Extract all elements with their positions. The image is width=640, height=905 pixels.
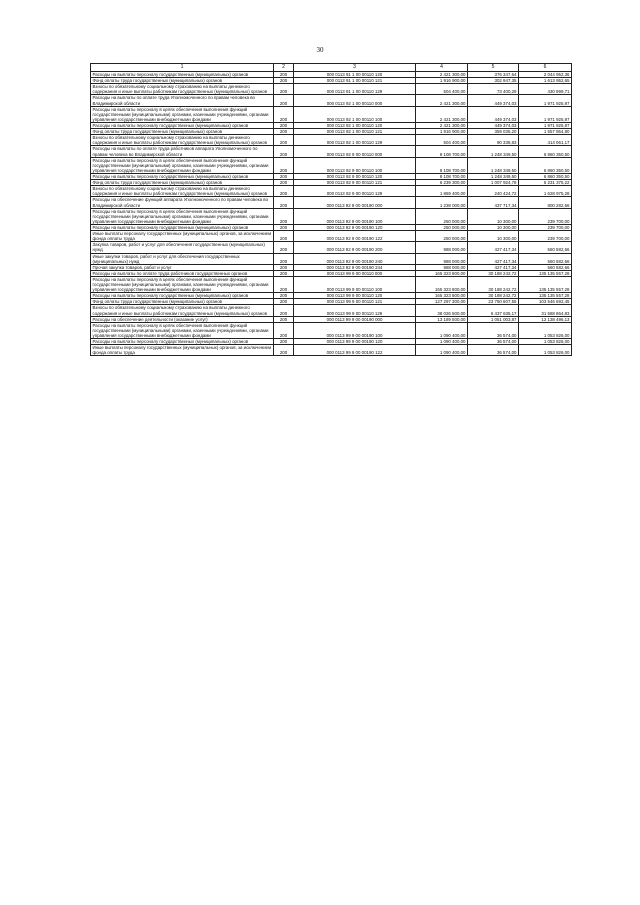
expense-name-cell: Прочая закупка товаров, работ и услуг [91, 264, 274, 270]
expense-name-cell: Закупка товаров, работ и услуг для обеспечения государственных (муниципальных) нужд [91, 242, 274, 253]
line-code-cell: 200 [274, 316, 294, 322]
budget-code-cell: 000 0113 92 1 00 00110 000 [294, 95, 416, 106]
line-code-cell: 200 [274, 157, 294, 173]
table-row [91, 276, 572, 292]
expense-name-cell: Фонд оплаты труда государственных (муниципальных) органов [91, 78, 274, 84]
remaining-amount-cell: 1 053 826,00 [519, 339, 572, 345]
line-code-cell: 200 [274, 339, 294, 345]
executed-amount-cell: 10 300,00 [468, 208, 519, 224]
executed-amount-cell: 30 188 242,72 [468, 276, 519, 292]
executed-amount-cell: 36 574,00 [468, 339, 519, 345]
header-cell: 3 [294, 64, 416, 72]
expense-name-cell: Фонд оплаты труда государственных (муниципальных) органов [91, 129, 274, 135]
executed-amount-cell: 1 248 349,50 [468, 146, 519, 157]
approved-amount-cell: 165 323 800,00 [416, 276, 468, 292]
line-code-cell: 200 [274, 293, 294, 299]
remaining-amount-cell: 2 044 952,36 [519, 72, 572, 78]
page-number: 30 [316, 46, 324, 54]
header-cell: 5 [468, 64, 519, 72]
remaining-amount-cell: 414 061,17 [519, 135, 572, 146]
executed-amount-cell: 1 007 924,78 [468, 180, 519, 186]
executed-amount-cell: 6 437 635,17 [468, 305, 519, 316]
header-cell: 4 [416, 64, 468, 72]
budget-code-cell: 000 0113 92 9 00 00190 122 [294, 231, 416, 242]
line-code-cell: 200 [274, 264, 294, 270]
line-code-cell: 200 [274, 253, 294, 264]
approved-amount-cell: 2 421 300,00 [416, 122, 468, 128]
table-row [91, 264, 572, 270]
expense-name-cell: Расходы на обеспечение деятельности (оказание услуг) [91, 316, 274, 322]
expense-name-cell: Расходы на выплаты персоналу в целях обеспечения выполнения функций государственными (муниципальными) органами, казенными учреждениями, органами управления государственными внебюджетными фондами [91, 157, 274, 173]
approved-amount-cell: 2 421 300,00 [416, 106, 468, 122]
expense-name-cell: Расходы на выплаты по оплате труда Уполномоченного по правам человека во Владимирской области [91, 95, 274, 106]
table-row [91, 78, 572, 84]
approved-amount-cell: 504 400,00 [416, 84, 468, 95]
approved-amount-cell: 8 108 700,00 [416, 173, 468, 179]
remaining-amount-cell: 135 135 557,28 [519, 293, 572, 299]
budget-code-cell: 000 0113 99 9 00 00190 000 [294, 316, 416, 322]
table-row [91, 299, 572, 305]
remaining-amount-cell: 6 860 350,50 [519, 157, 572, 173]
remaining-amount-cell: 1 971 925,97 [519, 106, 572, 122]
executed-amount-cell: 427 417,34 [468, 242, 519, 253]
expense-name-cell: Расходы на обеспечение функций аппарата Уполномоченного по правам человека во Владимирской области [91, 197, 274, 208]
budget-code-cell: 000 0113 92 9 00 00110 129 [294, 186, 416, 197]
table-row [91, 157, 572, 173]
line-code-cell: 200 [274, 242, 294, 253]
remaining-amount-cell: 6 860 350,50 [519, 146, 572, 157]
executed-amount-cell: 449 374,03 [468, 106, 519, 122]
line-code-cell: 200 [274, 135, 294, 146]
table-row [91, 95, 572, 106]
expense-name-cell: Расходы на выплаты персоналу в целях обеспечения выполнения функций государственными (муниципальными) органами, казенными учреждениями, органами управления государственными внебюджетными фондами [91, 322, 274, 338]
remaining-amount-cell: 5 231 375,22 [519, 180, 572, 186]
expense-name-cell: Расходы на выплаты персоналу государственных (муниципальных) органов [91, 72, 274, 78]
budget-code-cell: 000 0113 92 9 00 00190 200 [294, 242, 416, 253]
executed-amount-cell: 73 400,29 [468, 84, 519, 95]
executed-amount-cell: 30 188 242,72 [468, 270, 519, 276]
line-code-cell: 200 [274, 72, 294, 78]
executed-amount-cell: 449 374,03 [468, 95, 519, 106]
budget-code-cell: 000 0113 92 9 00 00190 240 [294, 253, 416, 264]
expense-name-cell: Расходы на выплаты персоналу государственных (муниципальных) органов [91, 339, 274, 345]
executed-amount-cell: 427 417,34 [468, 264, 519, 270]
approved-amount-cell: 988 000,00 [416, 253, 468, 264]
executed-amount-cell: 90 338,83 [468, 135, 519, 146]
budget-code-cell: 000 0113 92 9 00 00190 244 [294, 264, 416, 270]
line-code-cell: 200 [274, 208, 294, 224]
remaining-amount-cell: 135 135 557,28 [519, 276, 572, 292]
expense-name-cell: Расходы на выплаты персоналу в целях обеспечения выполнения функций государственными (муниципальными) органами, казенными учреждениями, органами управления государственными внебюджетными фондами [91, 276, 274, 292]
expense-name-cell: Расходы на выплаты персоналу государственных (муниципальных) органов [91, 224, 274, 230]
remaining-amount-cell: 1 628 975,28 [519, 186, 572, 197]
table-row [91, 197, 572, 208]
table-row [91, 231, 572, 242]
executed-amount-cell: 10 300,00 [468, 224, 519, 230]
expense-name-cell: Расходы на выплаты персоналу государственных (муниципальных) органов [91, 293, 274, 299]
line-code-cell: 200 [274, 276, 294, 292]
approved-amount-cell: 165 323 800,00 [416, 293, 468, 299]
approved-amount-cell: 1 916 900,00 [416, 78, 468, 84]
table-row [91, 72, 572, 78]
table-row [91, 84, 572, 95]
budget-code-cell: 000 0113 92 9 00 00110 121 [294, 180, 416, 186]
expense-name-cell: Расходы на выплаты персоналу государственных (муниципальных) органов [91, 122, 274, 128]
remaining-amount-cell: 135 135 557,28 [519, 270, 572, 276]
approved-amount-cell: 250 000,00 [416, 208, 468, 224]
budget-code-cell: 000 0113 99 9 00 00110 129 [294, 305, 416, 316]
executed-amount-cell: 1 248 349,50 [468, 157, 519, 173]
budget-code-cell: 000 0113 92 1 00 00110 100 [294, 106, 416, 122]
executed-amount-cell: 427 417,34 [468, 253, 519, 264]
remaining-amount-cell: 560 582,66 [519, 264, 572, 270]
table-row [91, 186, 572, 197]
approved-amount-cell: 8 108 700,00 [416, 146, 468, 157]
budget-code-cell: 000 0113 92 9 00 00190 120 [294, 224, 416, 230]
approved-amount-cell: 13 189 500,00 [416, 316, 468, 322]
table-row [91, 180, 572, 186]
line-code-cell: 200 [274, 305, 294, 316]
header-cell: 1 [91, 64, 274, 72]
expense-name-cell: Расходы на выплаты по оплате труда работников аппарата Уполномоченного по правам человека во Владимирской области [91, 146, 274, 157]
table-body [91, 72, 572, 356]
approved-amount-cell: 127 297 300,00 [416, 299, 468, 305]
approved-amount-cell: 2 421 300,00 [416, 95, 468, 106]
executed-amount-cell: 437 717,34 [468, 197, 519, 208]
expense-name-cell: Иные выплаты персоналу государственных (муниципальных) органов, за исключением фонда оплаты труда [91, 231, 274, 242]
executed-amount-cell: 1 248 349,50 [468, 173, 519, 179]
line-code-cell: 200 [274, 299, 294, 305]
executed-amount-cell: 376 347,64 [468, 72, 519, 78]
table-row [91, 293, 572, 299]
remaining-amount-cell: 560 582,66 [519, 253, 572, 264]
approved-amount-cell: 1 916 900,00 [416, 129, 468, 135]
expense-name-cell: Расходы на выплаты персоналу в целях обеспечения выполнения функций государственными (муниципальными) органами, казенными учреждениями, органами управления государственными внебюджетными фондами [91, 106, 274, 122]
remaining-amount-cell: 1 053 826,00 [519, 345, 572, 356]
expense-name-cell: Расходы на выплаты персоналу в целях обеспечения выполнения функций государственными (муниципальными) органами, казенными учреждениями, органами управления государственными внебюджетными фондами [91, 208, 274, 224]
approved-amount-cell: 1 090 400,00 [416, 345, 468, 356]
line-code-cell: 200 [274, 180, 294, 186]
table-row [91, 173, 572, 179]
budget-code-cell: 000 0113 91 1 00 00110 120 [294, 72, 416, 78]
table-row [91, 224, 572, 230]
line-code-cell: 200 [274, 95, 294, 106]
budget-code-cell: 000 0113 99 9 00 00110 000 [294, 270, 416, 276]
executed-amount-cell: 449 374,03 [468, 122, 519, 128]
table-row [91, 208, 572, 224]
remaining-amount-cell: 1 053 826,00 [519, 322, 572, 338]
budget-code-cell: 000 0113 99 9 00 00190 100 [294, 322, 416, 338]
table-row [91, 322, 572, 338]
budget-code-cell: 000 0113 92 1 00 00110 129 [294, 135, 416, 146]
budget-code-cell: 000 0113 91 1 00 00110 121 [294, 78, 416, 84]
line-code-cell: 200 [274, 129, 294, 135]
table-row [91, 135, 572, 146]
executed-amount-cell: 23 750 607,55 [468, 299, 519, 305]
remaining-amount-cell: 31 588 864,83 [519, 305, 572, 316]
budget-code-cell: 000 0113 99 9 00 00110 120 [294, 293, 416, 299]
table-row [91, 339, 572, 345]
header-cell: 6 [519, 64, 572, 72]
executed-amount-cell: 36 574,00 [468, 322, 519, 338]
remaining-amount-cell: 560 582,66 [519, 242, 572, 253]
remaining-amount-cell: 1 613 952,65 [519, 78, 572, 84]
line-code-cell: 200 [274, 186, 294, 197]
table-row [91, 305, 572, 316]
executed-amount-cell: 359 035,20 [468, 129, 519, 135]
budget-execution-table [90, 63, 572, 356]
line-code-cell: 200 [274, 197, 294, 208]
budget-code-cell: 000 0113 92 1 00 00110 120 [294, 122, 416, 128]
remaining-amount-cell: 430 999,71 [519, 84, 572, 95]
executed-amount-cell: 240 424,72 [468, 186, 519, 197]
remaining-amount-cell: 103 546 692,45 [519, 299, 572, 305]
remaining-amount-cell: 239 700,00 [519, 208, 572, 224]
expense-name-cell: Расходы на выплаты персоналу государственных (муниципальных) органов [91, 173, 274, 179]
expense-name-cell: Иные закупки товаров, работ и услуг для обеспечения государственных (муниципальных) нужд [91, 253, 274, 264]
expense-name-cell: Взносы по обязательному социальному страхованию на выплаты денежного содержания и иные выплаты работникам государственных (муниципальных) органов [91, 135, 274, 146]
executed-amount-cell: 36 574,00 [468, 345, 519, 356]
remaining-amount-cell: 1 557 864,80 [519, 129, 572, 135]
approved-amount-cell: 250 000,00 [416, 231, 468, 242]
remaining-amount-cell: 239 700,00 [519, 224, 572, 230]
expense-name-cell: Фонд оплаты труда государственных (муниципальных) органов [91, 299, 274, 305]
executed-amount-cell: 10 300,00 [468, 231, 519, 242]
expense-name-cell: Взносы по обязательному социальному страхованию на выплаты денежного содержания и иные выплаты работникам государственных (муниципальных) органов [91, 84, 274, 95]
table-row [91, 106, 572, 122]
approved-amount-cell: 988 000,00 [416, 264, 468, 270]
table-row [91, 122, 572, 128]
table-row [91, 345, 572, 356]
approved-amount-cell: 1 090 400,00 [416, 322, 468, 338]
budget-code-cell: 000 0113 92 1 00 00110 121 [294, 129, 416, 135]
approved-amount-cell: 988 000,00 [416, 242, 468, 253]
header-cell: 2 [274, 64, 294, 72]
executed-amount-cell: 30 188 242,72 [468, 293, 519, 299]
line-code-cell: 200 [274, 231, 294, 242]
table-header-row [91, 64, 572, 72]
approved-amount-cell: 504 400,00 [416, 135, 468, 146]
table-row [91, 316, 572, 322]
remaining-amount-cell: 12 138 496,13 [519, 316, 572, 322]
budget-code-cell: 000 0113 99 9 00 00110 100 [294, 276, 416, 292]
budget-code-cell: 000 0113 92 9 00 00190 100 [294, 208, 416, 224]
approved-amount-cell: 8 108 700,00 [416, 157, 468, 173]
remaining-amount-cell: 800 282,66 [519, 197, 572, 208]
executed-amount-cell: 1 051 003,87 [468, 316, 519, 322]
executed-amount-cell: 302 947,35 [468, 78, 519, 84]
line-code-cell: 200 [274, 345, 294, 356]
expense-name-cell: Расходы на выплаты по оплате труда работников государственных органов [91, 270, 274, 276]
budget-code-cell: 000 0113 99 9 00 00110 121 [294, 299, 416, 305]
line-code-cell: 200 [274, 322, 294, 338]
remaining-amount-cell: 1 971 925,97 [519, 95, 572, 106]
remaining-amount-cell: 1 971 925,97 [519, 122, 572, 128]
expense-name-cell: Взносы по обязательному социальному страхованию на выплаты денежного содержания и иные выплаты работникам государственных (муниципальных) органов [91, 186, 274, 197]
line-code-cell: 200 [274, 146, 294, 157]
budget-code-cell: 000 0113 92 9 00 00110 100 [294, 157, 416, 173]
budget-code-cell: 000 0113 92 9 00 00190 000 [294, 197, 416, 208]
expense-name-cell: Взносы по обязательному социальному страхованию на выплаты денежного содержания и иные выплаты работникам государственных (муниципальных) органов [91, 305, 274, 316]
line-code-cell: 200 [274, 224, 294, 230]
remaining-amount-cell: 239 700,00 [519, 231, 572, 242]
line-code-cell: 200 [274, 84, 294, 95]
budget-code-cell: 000 0113 91 1 00 00110 129 [294, 84, 416, 95]
expense-name-cell: Иные выплаты персоналу государственных (муниципальных) органов, за исключением фонда оплаты труда [91, 345, 274, 356]
expense-name-cell: Фонд оплаты труда государственных (муниципальных) органов [91, 180, 274, 186]
budget-code-cell: 000 0113 92 9 00 00110 120 [294, 173, 416, 179]
table-row [91, 270, 572, 276]
line-code-cell: 200 [274, 122, 294, 128]
table-row [91, 253, 572, 264]
line-code-cell: 200 [274, 173, 294, 179]
approved-amount-cell: 1 238 000,00 [416, 197, 468, 208]
approved-amount-cell: 1 869 400,00 [416, 186, 468, 197]
table-row [91, 242, 572, 253]
remaining-amount-cell: 6 860 350,50 [519, 173, 572, 179]
table-row [91, 146, 572, 157]
approved-amount-cell: 2 421 300,00 [416, 72, 468, 78]
table-row [91, 129, 572, 135]
approved-amount-cell: 165 323 800,00 [416, 270, 468, 276]
approved-amount-cell: 1 090 400,00 [416, 339, 468, 345]
budget-code-cell: 000 0113 92 9 00 00110 000 [294, 146, 416, 157]
budget-code-cell: 000 0113 99 9 00 00190 120 [294, 339, 416, 345]
approved-amount-cell: 6 239 300,00 [416, 180, 468, 186]
budget-code-cell: 000 0113 99 9 00 00190 122 [294, 345, 416, 356]
line-code-cell: 200 [274, 78, 294, 84]
approved-amount-cell: 38 026 500,00 [416, 305, 468, 316]
line-code-cell: 200 [274, 106, 294, 122]
approved-amount-cell: 250 000,00 [416, 224, 468, 230]
line-code-cell: 200 [274, 270, 294, 276]
